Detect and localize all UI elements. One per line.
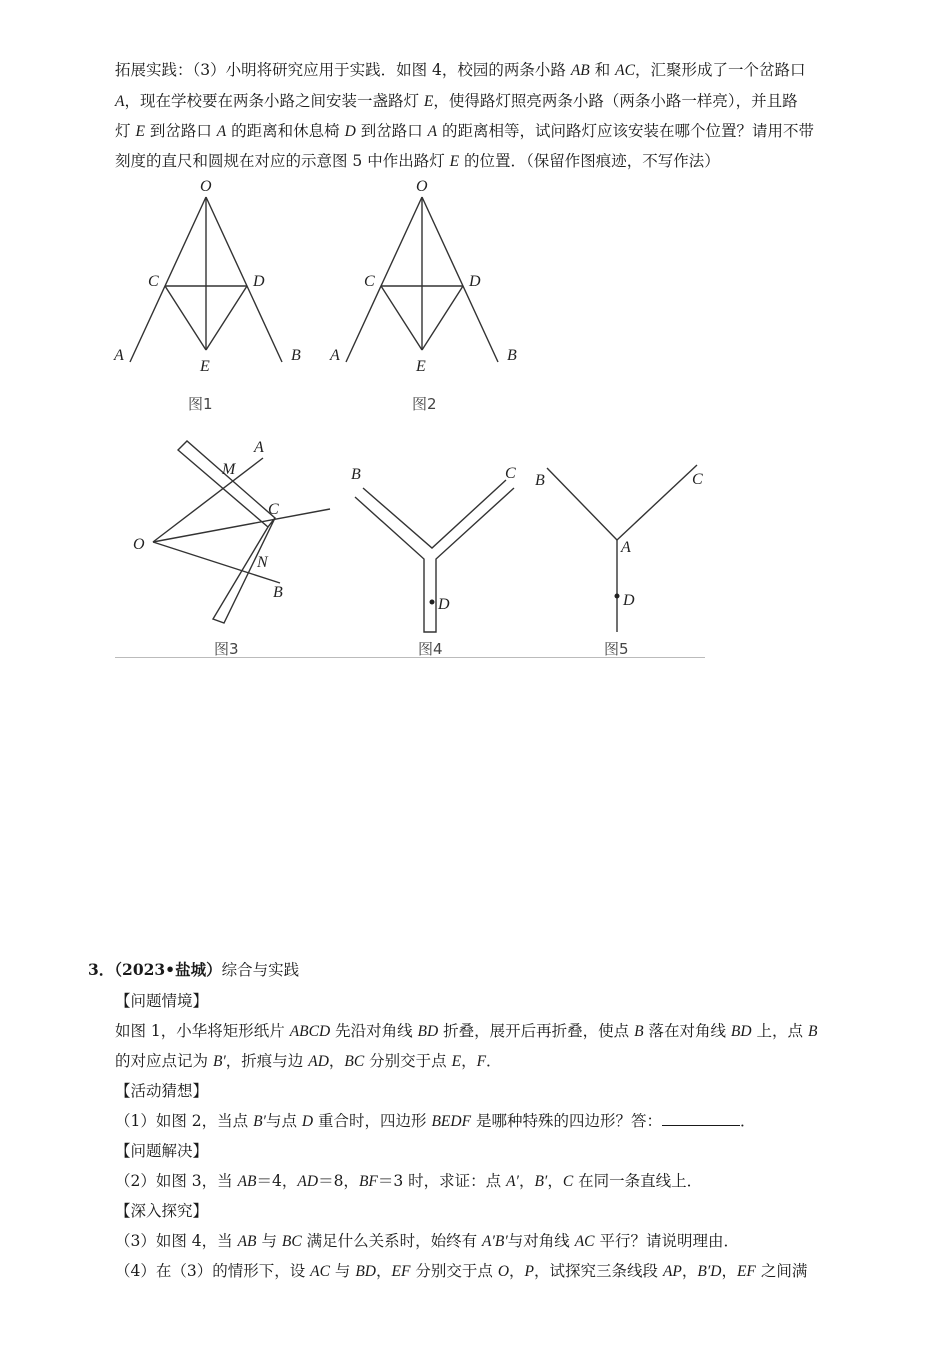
text: ＝8， <box>318 1172 359 1190</box>
label-o: O <box>200 178 212 195</box>
text: 重合时，四边形 <box>313 1112 432 1130</box>
figure-4 <box>355 480 514 632</box>
var: B <box>634 1023 644 1040</box>
text: 的对应点记为 <box>115 1052 213 1070</box>
var: D <box>344 123 356 140</box>
text: 落在对角线 <box>643 1022 731 1040</box>
label-a: A <box>330 347 340 364</box>
text: ， <box>461 1052 477 1070</box>
var: B′ <box>212 1053 226 1070</box>
text: ， <box>547 1172 563 1190</box>
var: AB <box>237 1173 257 1190</box>
text: 先沿对角线 <box>330 1022 418 1040</box>
var: B′ <box>534 1173 548 1190</box>
var: B′ <box>253 1113 266 1130</box>
text: 与 <box>329 1262 356 1280</box>
var: C <box>562 1173 574 1190</box>
section-heading-situation: 【问题情境】 <box>115 992 209 1010</box>
var: BEDF <box>431 1113 472 1130</box>
text: 的距离相等，试问路灯应该安装在哪个位置？请用不带 <box>437 122 815 140</box>
q3-paragraph-line-2 <box>115 1049 502 1071</box>
text: 刻度的直尺和圆规在对应的示意图 5 中作出路灯 <box>115 152 450 170</box>
text: 分别交于点 <box>364 1052 452 1070</box>
text: （1）如图 2，当点 <box>115 1112 254 1130</box>
figure-1-caption: 图1 <box>188 395 213 413</box>
q3-sub-4 <box>115 1259 807 1281</box>
text: 上，点 <box>751 1022 808 1040</box>
var: A′ <box>506 1173 519 1190</box>
var: E <box>451 1053 462 1070</box>
figure-4-caption: 图4 <box>418 640 443 658</box>
var: ABCD <box>289 1023 331 1040</box>
label-a: A <box>254 439 264 456</box>
label-n: N <box>257 554 268 571</box>
var: F <box>476 1053 487 1070</box>
text: 分别交于点 <box>410 1262 498 1280</box>
label-o: O <box>416 178 428 195</box>
label-e: E <box>416 358 426 375</box>
label-d: D <box>438 596 450 613</box>
text: 与对角线 <box>507 1232 575 1250</box>
label-c: C <box>364 273 375 290</box>
label-a: A <box>621 539 631 556</box>
answer-blank[interactable] <box>662 1111 740 1126</box>
label-m: M <box>222 461 236 478</box>
var: EF <box>391 1263 411 1280</box>
var: E <box>135 123 145 140</box>
var: A <box>427 123 438 140</box>
figure-3-caption: 图3 <box>214 640 239 658</box>
var: B′D <box>697 1263 722 1280</box>
text: 如图 1，小华将矩形纸片 <box>115 1022 290 1040</box>
text: ＝4， <box>256 1172 298 1190</box>
var: AD <box>308 1053 329 1070</box>
var: AC <box>615 62 635 79</box>
text: ． <box>739 1112 756 1130</box>
var: P <box>524 1263 534 1280</box>
var: EF <box>736 1263 756 1280</box>
var: BF <box>358 1173 378 1190</box>
q3-sub-2 <box>115 1169 702 1191</box>
label-c: C <box>148 273 159 290</box>
var: A′B′ <box>482 1233 508 1250</box>
text: ，使得路灯照亮两条小路（两条小路一样亮），并且路 <box>433 92 798 110</box>
text: ． <box>486 1052 502 1070</box>
var: O <box>497 1263 510 1280</box>
q3-sub-3 <box>115 1229 739 1251</box>
text: ，折痕与边 <box>225 1052 309 1070</box>
text: 满足什么关系时，始终有 <box>301 1232 483 1250</box>
text: ， <box>681 1262 698 1280</box>
text: 灯 <box>115 122 136 140</box>
text: ， <box>376 1262 392 1280</box>
label-b: B <box>273 584 283 601</box>
text: （4）在（3）的情形下，设 <box>115 1262 311 1280</box>
text: 是哪种特殊的四边形？答： <box>471 1112 662 1130</box>
figure-5-caption: 图5 <box>604 640 629 658</box>
q3-sub-1 <box>115 1109 756 1131</box>
var: D <box>301 1113 314 1130</box>
text: 的距离和休息椅 <box>226 122 345 140</box>
label-b: B <box>507 347 517 364</box>
text: 折叠，展开后再折叠，使点 <box>438 1022 635 1040</box>
label-d: D <box>623 592 635 609</box>
point-d-fig5 <box>615 594 620 599</box>
var: AB <box>237 1233 257 1250</box>
text: 到岔路口 <box>144 122 217 140</box>
var: AD <box>297 1173 319 1190</box>
question-topic: 综合与实践 <box>221 961 300 979</box>
text: 在同一条直线上． <box>573 1172 703 1190</box>
text: 之间满 <box>755 1262 808 1280</box>
text: 与 <box>256 1232 282 1250</box>
var: BC <box>281 1233 302 1250</box>
var: AP <box>662 1263 682 1280</box>
text: （3）如图 4，当 <box>115 1232 238 1250</box>
text: （2）如图 3，当 <box>115 1172 238 1190</box>
label-c: C <box>268 501 279 518</box>
figure-3 <box>153 441 330 623</box>
question-number: 3． <box>88 960 115 979</box>
text: ，试探究三条线段 <box>534 1262 663 1280</box>
text: ， <box>328 1052 345 1070</box>
text: ， <box>509 1262 525 1280</box>
label-a: A <box>114 347 124 364</box>
text: 拓展实践：（3）小明将研究应用于实践．如图 4，校园的两条小路 <box>115 61 571 79</box>
label-b: B <box>535 472 545 489</box>
text: ＝3 时，求证：点 <box>377 1172 507 1190</box>
section-heading-explore: 【深入探究】 <box>115 1202 209 1220</box>
var: E <box>423 93 434 110</box>
var: BD <box>355 1263 376 1280</box>
text: ，汇聚形成了一个岔路口 <box>634 61 806 79</box>
var: E <box>449 153 460 170</box>
divider <box>115 657 705 658</box>
label-b: B <box>291 347 301 364</box>
question-3-header <box>88 958 299 980</box>
text: ， <box>721 1262 737 1280</box>
label-c: C <box>505 465 516 482</box>
text: ，现在学校要在两条小路之间安装一盏路灯 <box>124 92 424 110</box>
label-d: D <box>469 273 481 290</box>
var: BD <box>417 1023 439 1040</box>
point-d-fig4 <box>430 600 435 605</box>
text: 的位置．（保留作图痕迹，不写作法） <box>459 152 720 170</box>
var: A <box>216 123 227 140</box>
text: 平行？请说明理由． <box>594 1232 739 1250</box>
section-heading-solve: 【问题解决】 <box>115 1142 209 1160</box>
var: AB <box>570 62 590 79</box>
label-b: B <box>351 466 361 483</box>
var: A <box>115 93 125 110</box>
label-e: E <box>200 358 210 375</box>
text: 和 <box>589 61 616 79</box>
text: 与点 <box>265 1112 302 1130</box>
label-c: C <box>692 471 703 488</box>
var: BC <box>344 1053 365 1070</box>
label-o: O <box>133 536 145 553</box>
var: B <box>807 1023 818 1040</box>
var: AC <box>310 1263 330 1280</box>
text: ， <box>518 1172 535 1190</box>
var: AC <box>574 1233 595 1250</box>
var: BD <box>730 1023 752 1040</box>
label-d: D <box>253 273 265 290</box>
figure-2-caption: 图2 <box>412 395 437 413</box>
question-source: （2023•盐城） <box>114 960 222 979</box>
q3-paragraph-line-1 <box>115 1019 817 1041</box>
text: 到岔路口 <box>355 122 428 140</box>
section-heading-guess: 【活动猜想】 <box>115 1082 209 1100</box>
